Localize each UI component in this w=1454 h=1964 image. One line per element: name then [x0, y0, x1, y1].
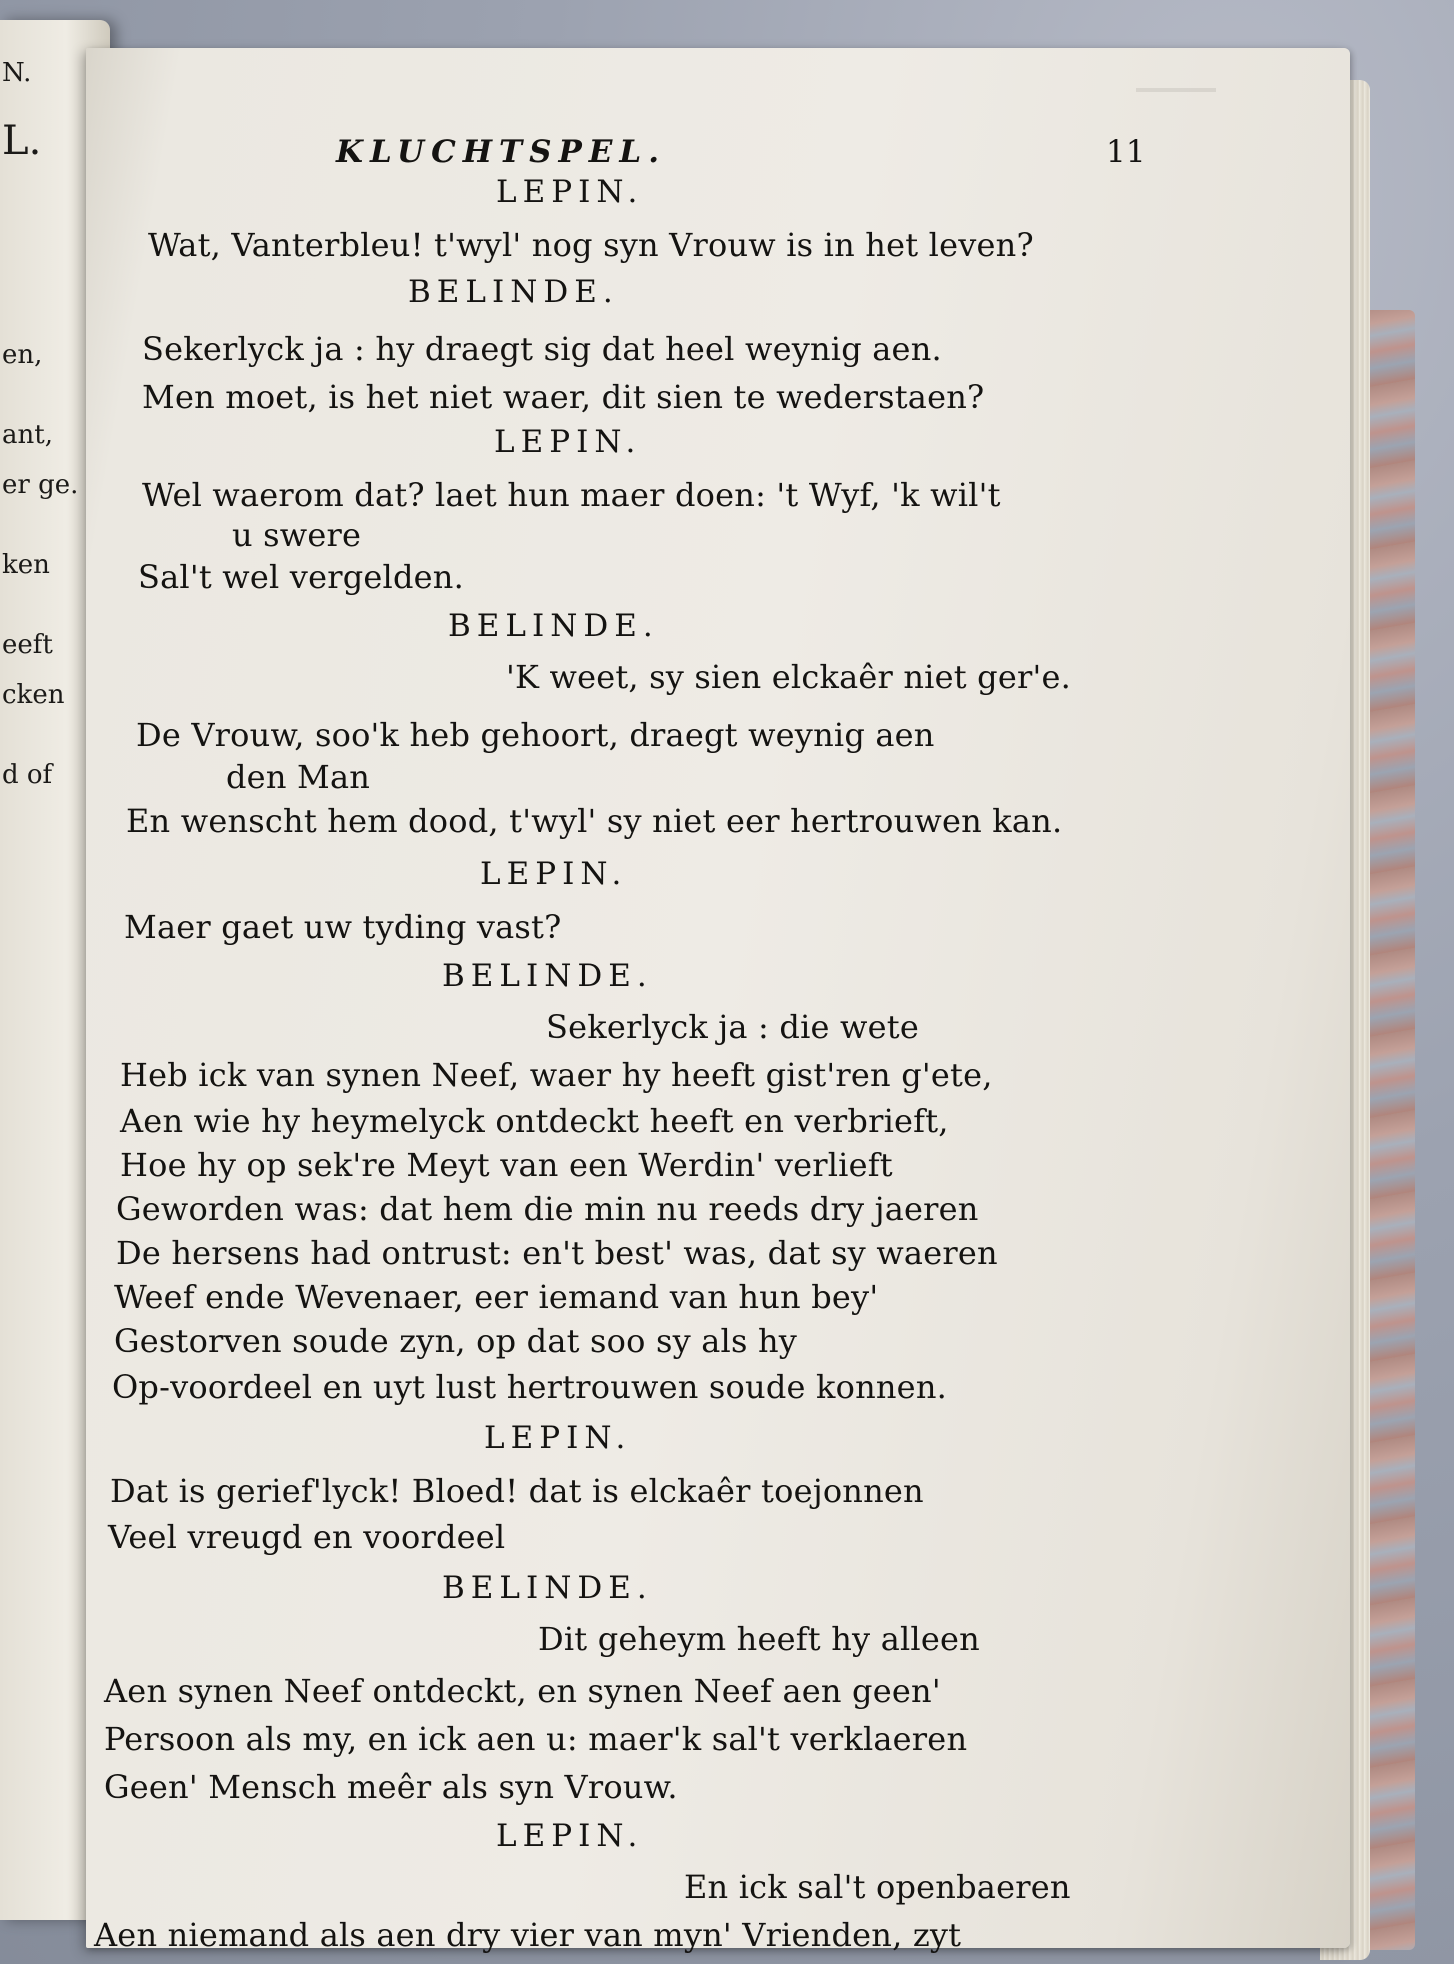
verse-line: Sal't wel vergelden. — [138, 558, 464, 596]
verse-line: Persoon als my, en ick aen u: maer'k sal't verklaeren — [104, 1720, 968, 1758]
verse-line: Aen synen Neef ontdeckt, en synen Neef aen geen' — [104, 1672, 941, 1710]
verse-line: Dit geheym heeft hy alleen — [538, 1620, 980, 1658]
left-page-fragment: en, — [2, 340, 43, 370]
left-page-fragment: eeft — [2, 630, 53, 660]
verse-line: Weef ende Wevenaer, eer iemand van hun bey' — [114, 1278, 879, 1316]
page-number: 11 — [1106, 134, 1146, 170]
left-page-fragment: ken — [2, 550, 50, 580]
verse-line: Hoe hy op sek're Meyt van een Werdin' verlieft — [120, 1146, 893, 1184]
verse-line: Sekerlyck ja : die wete — [546, 1008, 919, 1046]
verse-line: Wat, Vanterbleu! t'wyl' nog syn Vrouw is in het leven? — [148, 226, 1034, 264]
verse-line: 'K weet, sy sien elckaêr niet ger'e. — [506, 658, 1071, 696]
verse-line: Aen niemand als aen dry vier van myn' Vrienden, zyt — [94, 1916, 962, 1954]
verse-line: Geen' Mensch meêr als syn Vrouw. — [104, 1768, 678, 1806]
show-through — [1136, 88, 1216, 92]
verse-line: De Vrouw, soo'k heb gehoort, draegt weynig aen — [136, 716, 935, 754]
left-page-fragment: L. — [2, 118, 42, 164]
speaker-name: LEPIN. — [494, 424, 642, 460]
verse-line: u swere — [232, 516, 362, 554]
verse-line: den Man — [226, 758, 371, 796]
verse-line: Aen wie hy heymelyck ontdeckt heeft en verbrieft, — [120, 1102, 949, 1140]
verse-line: Sekerlyck ja : hy draegt sig dat heel weynig aen. — [142, 330, 942, 368]
verse-line: Op-voordeel en uyt lust hertrouwen soude konnen. — [112, 1368, 948, 1406]
speaker-name: BELINDE. — [408, 274, 619, 310]
left-page-fragment: ant, — [2, 420, 53, 450]
verse-line: De hersens had ontrust: en't best' was, dat sy waeren — [116, 1234, 998, 1272]
speaker-name: LEPIN. — [496, 1818, 644, 1854]
left-page-fragment: er ge. — [2, 470, 79, 500]
speaker-name: BELINDE. — [448, 608, 659, 644]
verse-line: Maer gaet uw tyding vast? — [124, 908, 562, 946]
verse-line: En ick sal't openbaeren — [684, 1868, 1071, 1906]
verse-line: Men moet, is het niet waer, dit sien te wederstaen? — [142, 378, 985, 416]
speaker-name: LEPIN. — [484, 1420, 632, 1456]
speaker-name: BELINDE. — [442, 1570, 653, 1606]
verse-line: En wenscht hem dood, t'wyl' sy niet eer hertrouwen kan. — [126, 802, 1063, 840]
verse-line: Veel vreugd en voordeel — [108, 1518, 506, 1556]
verse-line: Geworden was: dat hem die min nu reeds dry jaeren — [116, 1190, 979, 1228]
left-page-fragment: N. — [2, 58, 32, 88]
left-page-fragment: cken — [2, 680, 65, 710]
speaker-name: LEPIN. — [496, 174, 644, 210]
verse-line: Wel waerom dat? laet hun maer doen: 't Wyf, 'k wil't — [142, 476, 1001, 514]
verse-line: Dat is gerief'lyck! Bloed! dat is elckaêr toejonnen — [110, 1472, 924, 1510]
running-title: KLUCHTSPEL. — [336, 134, 667, 170]
speaker-name: LEPIN. — [480, 856, 628, 892]
verse-line: Heb ick van synen Neef, waer hy heeft gist'ren g'ete, — [120, 1056, 993, 1094]
left-page-fragment: d of — [2, 760, 53, 790]
speaker-name: BELINDE. — [442, 958, 653, 994]
verse-line: Gestorven soude zyn, op dat soo sy als hy — [114, 1322, 798, 1360]
book-page — [86, 48, 1350, 1954]
